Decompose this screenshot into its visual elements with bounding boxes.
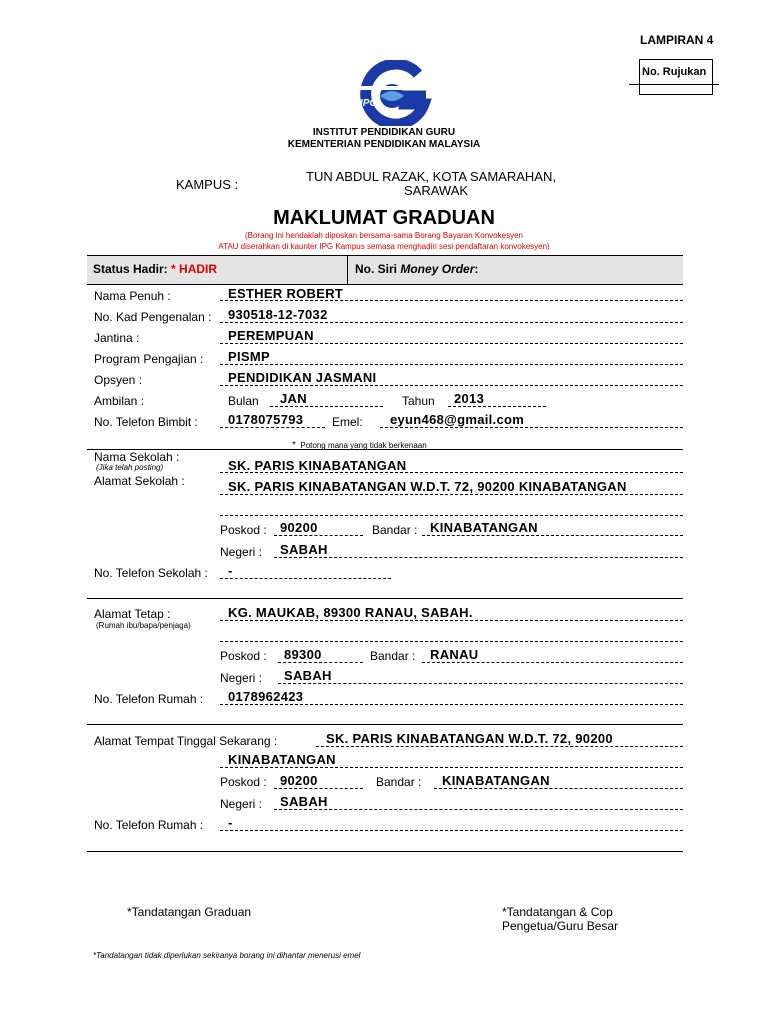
ministry-name: KEMENTERIAN PENDIDIKAN MALAYSIA [287,139,481,150]
school-poskod-line [274,535,363,536]
form-title: MAKLUMAT GRADUAN [273,207,495,229]
alamat-sekolah-label: Alamat Sekolah : [94,474,185,488]
alamat-tetap-label: Alamat Tetap : [94,607,171,621]
sekarang-poskod-line [274,788,363,789]
money-order-serial[interactable] [355,262,478,276]
emel-label: Emel: [332,415,363,429]
telefon-bimbit-label: No. Telefon Bimbit : [94,415,198,429]
opsyen-line [220,385,683,386]
tahun-label: Tahun [402,394,435,408]
tetap-bandar-line [422,662,683,663]
sekarang-negeri-value[interactable]: SABAH [280,794,328,809]
tetap-bandar-value[interactable]: RANAU [430,647,479,662]
telefon-rumah-tetap-label: No. Telefon Rumah : [94,692,204,706]
telefon-sekolah-line [220,578,391,579]
telefon-bimbit-value[interactable]: 0178075793 [228,412,304,427]
serial-italic: Money Order [400,262,475,276]
kampus-line-1: TUN ABDUL RAZAK, KOTA SAMARAHAN, [306,169,556,184]
telefon-rumah-sekarang-label: No. Telefon Rumah : [94,818,204,832]
ic-label: No. Kad Pengenalan : [94,310,212,324]
telefon-rumah-sekarang-value[interactable]: - [228,815,233,830]
nama-penuh-label: Nama Penuh : [94,289,171,303]
jantina-label: Jantina : [94,331,140,345]
tetap-poskod-line [278,662,363,663]
school-poskod-label: Poskod : [220,523,267,537]
alamat-sekolah-value[interactable]: SK. PARIS KINABATANGAN W.D.T. 72, 90200 KINABATANGAN [228,479,627,494]
alamat-sekarang-line-2 [220,767,683,768]
reference-line [629,84,719,85]
telefon-rumah-sekarang-line [220,830,683,831]
lampiran-label: LAMPIRAN 4 [640,33,714,47]
sekarang-poskod-label: Poskod : [220,775,267,789]
telefon-sekolah-value[interactable]: - [228,563,233,578]
nama-penuh-line [220,300,683,301]
alamat-sekolah-line-1 [220,494,683,495]
school-poskod-value[interactable]: 90200 [280,520,318,535]
tetap-bandar-label: Bandar : [370,649,416,663]
tahun-value[interactable]: 2013 [454,391,485,406]
school-negeri-value[interactable]: SABAH [280,542,328,557]
tetap-poskod-label: Poskod : [220,649,267,663]
sekarang-bandar-label: Bandar : [376,775,422,789]
emel-value[interactable]: eyun468@gmail.com [390,412,525,427]
ipg-logo [352,60,432,126]
telefon-sekolah-label: No. Telefon Sekolah : [94,566,208,580]
school-negeri-label: Negeri : [220,545,263,559]
nama-sekolah-value[interactable]: SK. PARIS KINABATANGAN [228,458,407,473]
alamat-sekarang-value-2[interactable]: KINABATANGAN [228,752,336,767]
status-label: Status Hadir: [93,262,168,276]
signature-cop-line-1: *Tandatangan & Cop [502,905,613,919]
opsyen-value[interactable]: PENDIDIKAN JASMANI [228,370,377,385]
sekarang-bandar-line [434,788,683,789]
divider-signature [87,851,683,852]
jantina-line [220,343,683,344]
status-mark: * [171,262,176,276]
posting-note: (Jika telah posting) [96,463,164,472]
institute-name: INSTITUT PENDIDIKAN GURU [312,127,456,138]
sekarang-negeri-label: Negeri : [220,797,263,811]
alamat-tetap-value[interactable]: KG. MAUKAB, 89300 RANAU, SABAH. [228,605,473,620]
ic-line [220,322,683,323]
serial-label: No. Siri [355,262,398,276]
telefon-rumah-tetap-value[interactable]: 0178962423 [228,689,304,704]
status-value: HADIR [179,262,218,276]
alamat-tetap-note: (Rumah ibu/bapa/penjaga) [96,621,191,630]
nama-penuh-value[interactable]: ESTHER ROBERT [228,286,344,301]
form-note-2: ATAU diserahkan di kaunter IPG Kampus semasa menghadiri sesi pendaftaran konvokesyen) [218,242,550,251]
divider-current [87,724,683,725]
status-separator [347,256,348,284]
signature-graduan: *Tandatangan Graduan [127,905,252,919]
kampus-line-2: SARAWAK [404,183,469,198]
signature-cop-line-2: Pengetua/Guru Besar [502,919,619,933]
program-value[interactable]: PISMP [228,349,270,364]
bulan-label: Bulan [228,394,259,408]
alamat-sekarang-line-1 [316,746,683,747]
program-label: Program Pengajian : [94,352,204,366]
ambilan-label: Ambilan : [94,394,145,408]
form-note-1: (Borang ini hendaklah diposkan bersama-sama Borang Bayaran Konvokesyen [245,231,523,240]
school-negeri-line [274,557,683,558]
alamat-sekolah-line-2 [220,515,683,516]
telefon-rumah-tetap-line [220,704,683,705]
opsyen-label: Opsyen : [94,373,143,387]
signature-footer-note: *Tandatangan tidak diperlukan sekiranya borang ini dihantar menerusi emel [93,951,361,960]
ic-value[interactable]: 930518-12-7032 [228,307,328,322]
school-bandar-value[interactable]: KINABATANGAN [430,520,538,535]
kampus-label: KAMPUS : [176,177,239,192]
footnote [292,435,427,453]
sekarang-negeri-line [274,809,683,810]
telefon-bimbit-line [220,427,325,428]
jantina-value[interactable]: PEREMPUAN [228,328,314,343]
bulan-line [270,406,383,407]
status-header-bar [87,255,683,285]
alamat-sekarang-label: Alamat Tempat Tinggal Sekarang : [94,734,278,748]
divider-permanent [87,598,683,599]
logo-text: IPG [360,98,378,109]
tetap-negeri-label: Negeri : [220,671,263,685]
bulan-value[interactable]: JAN [280,391,307,406]
nama-sekolah-line [220,472,683,473]
sekarang-bandar-value[interactable]: KINABATANGAN [442,773,550,788]
school-bandar-label: Bandar : [372,523,418,537]
alamat-tetap-line-1 [220,620,683,621]
program-line [220,364,683,365]
alamat-sekarang-value-1[interactable]: SK. PARIS KINABATANGAN W.D.T. 72, 90200 [326,731,613,746]
tetap-poskod-value[interactable]: 89300 [284,647,322,662]
status-hadir[interactable] [93,262,217,276]
tetap-negeri-line [278,683,683,684]
alamat-tetap-line-2 [220,641,683,642]
sekarang-poskod-value[interactable]: 90200 [280,773,318,788]
footnote-mark: * [292,440,296,451]
footnote-text: Potong mana yang tidak berkenaan [300,441,427,450]
nama-sekolah-label: Nama Sekolah : [94,450,180,464]
school-bandar-line [422,535,683,536]
ipg-logo-icon [352,60,432,126]
reference-number-label: No. Rujukan [642,66,707,78]
serial-colon: : [474,262,479,276]
emel-line [380,427,683,428]
tahun-line [448,406,546,407]
tetap-negeri-value[interactable]: SABAH [284,668,332,683]
